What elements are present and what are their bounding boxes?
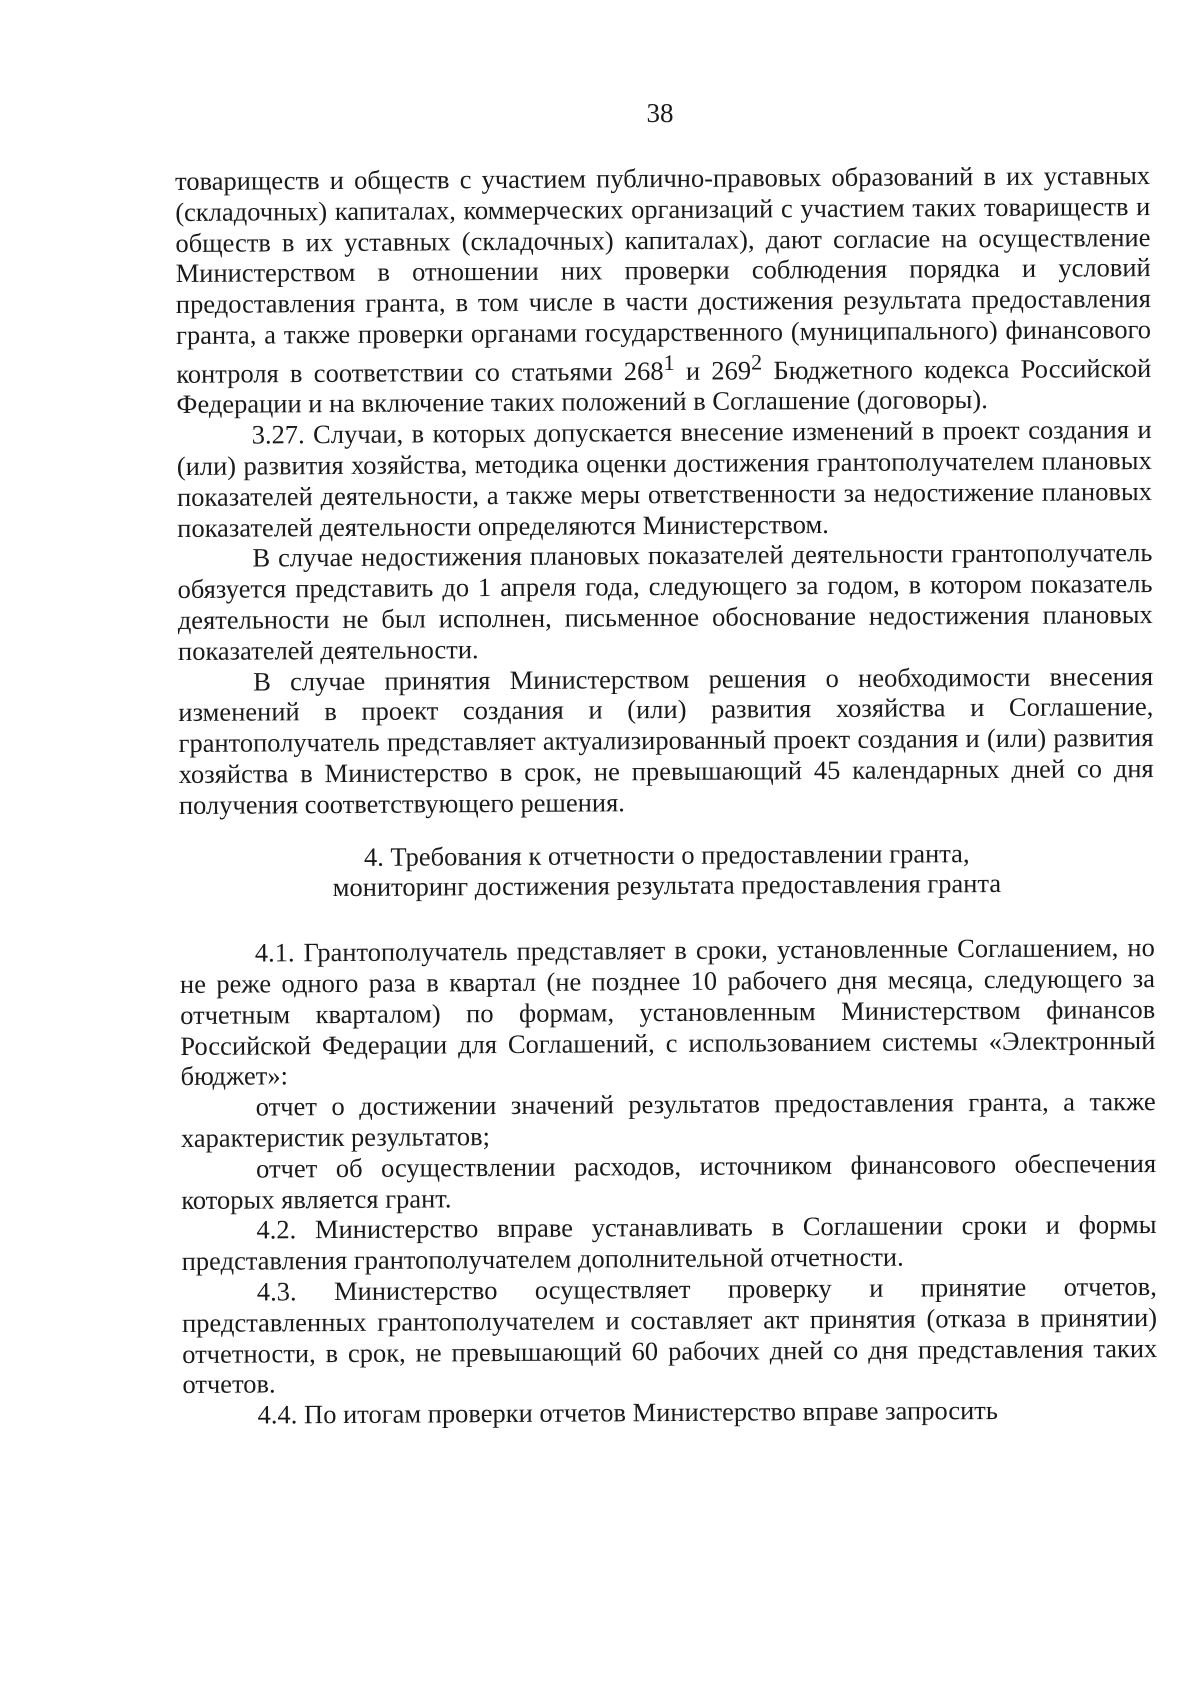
paragraphs-before-section-4 bbox=[175, 160, 1154, 821]
paragraph-p-continuation: товариществ и обществ с участием публично-правовых образований в их уставных (складочных) капиталах, коммерческих организаций с участием таких товариществ и обществ в их уставных (складочных) капиталах), дают согласие на осуществление Министерством в отношении них проверки соблюдения порядка и условий предоставления гранта, в том числе в части достижения результата предоставления гранта, а также проверки органами государственного (муниципального) финансового контроля в соответствии со статьями $268^1$ и $269^2$ Бюджетного кодекса Российской Федерации и на включение таких положений в Соглашение (договоры). bbox=[175, 160, 1152, 420]
paragraphs-section-4 bbox=[180, 932, 1158, 1431]
paragraph-p-4-1: 4.1. Грантополучатель представляет в сроки, установленные Соглашением, но не реже одного раза в квартал (не позднее 10 рабочего дня месяца, следующего за отчетным кварталом) по формам, установленным Министерством финансов Российской Федерации для Соглашений, с использованием системы «Электронный бюджет»: bbox=[179, 932, 1156, 1092]
paragraph-p-4-3: 4.3. Министерство осуществляет проверку и принятие отчетов, представленных грантополучателем и составляет акт принятия (отказа в принятии) отчетности, в срок, не превышающий 60 рабочих дней со дня представления таких отчетов. bbox=[181, 1270, 1158, 1400]
paragraph-p-4-4: 4.4. По итогам проверки отчетов Министерство вправе запросить bbox=[257, 1395, 999, 1430]
paragraph-p-4-2: 4.2. Министерство вправе устанавливать в Соглашении сроки и формы представления грантополучателем дополнительной отчетности. bbox=[181, 1209, 1157, 1277]
section-heading-line-1: 4. Требования к отчетности о предоставлении гранта, bbox=[363, 837, 970, 872]
paragraph-p-nedostizhenie: В случае недостижения плановых показателей деятельности грантополучатель обязуется представить до 1 апреля года, следующего за годом, в котором показатель деятельности не был исполнен, письменное обоснование недостижения плановых показателей деятельности. bbox=[177, 537, 1153, 666]
page-number: 38 bbox=[646, 98, 674, 128]
paragraph-p-otchet-raskhody: отчет об осуществлении расходов, источником финансового обеспечения которых является грант. bbox=[181, 1147, 1157, 1215]
paragraph-p-izmeneniya: В случае принятия Министерством решения о необходимости внесения изменений в проект создания и (или) развития хозяйства и Соглашение, грантополучатель представляет актуализированный проект создания и (или) развития хозяйства в Министерство в срок, не превышающий 45 календарных дней со дня получения соответствующего решения. bbox=[178, 660, 1154, 820]
section-4-heading bbox=[179, 837, 1154, 905]
document-body bbox=[175, 160, 1158, 1431]
section-heading-line-2: мониторинг достижения результата предоставления гранта bbox=[332, 868, 1002, 903]
paragraph-p-3-27: 3.27. Случаи, в которых допускается внесение изменений в проект создания и (или) развития хозяйства, методика оценки достижения грантополучателем плановых показателей деятельности, а также меры ответственности за недостижение плановых показателей деятельности определяются Министерством. bbox=[176, 414, 1153, 543]
paragraph-p-otchet-rezultaty: отчет о достижении значений результатов предоставления гранта, а также характеристик результатов; bbox=[180, 1086, 1156, 1153]
